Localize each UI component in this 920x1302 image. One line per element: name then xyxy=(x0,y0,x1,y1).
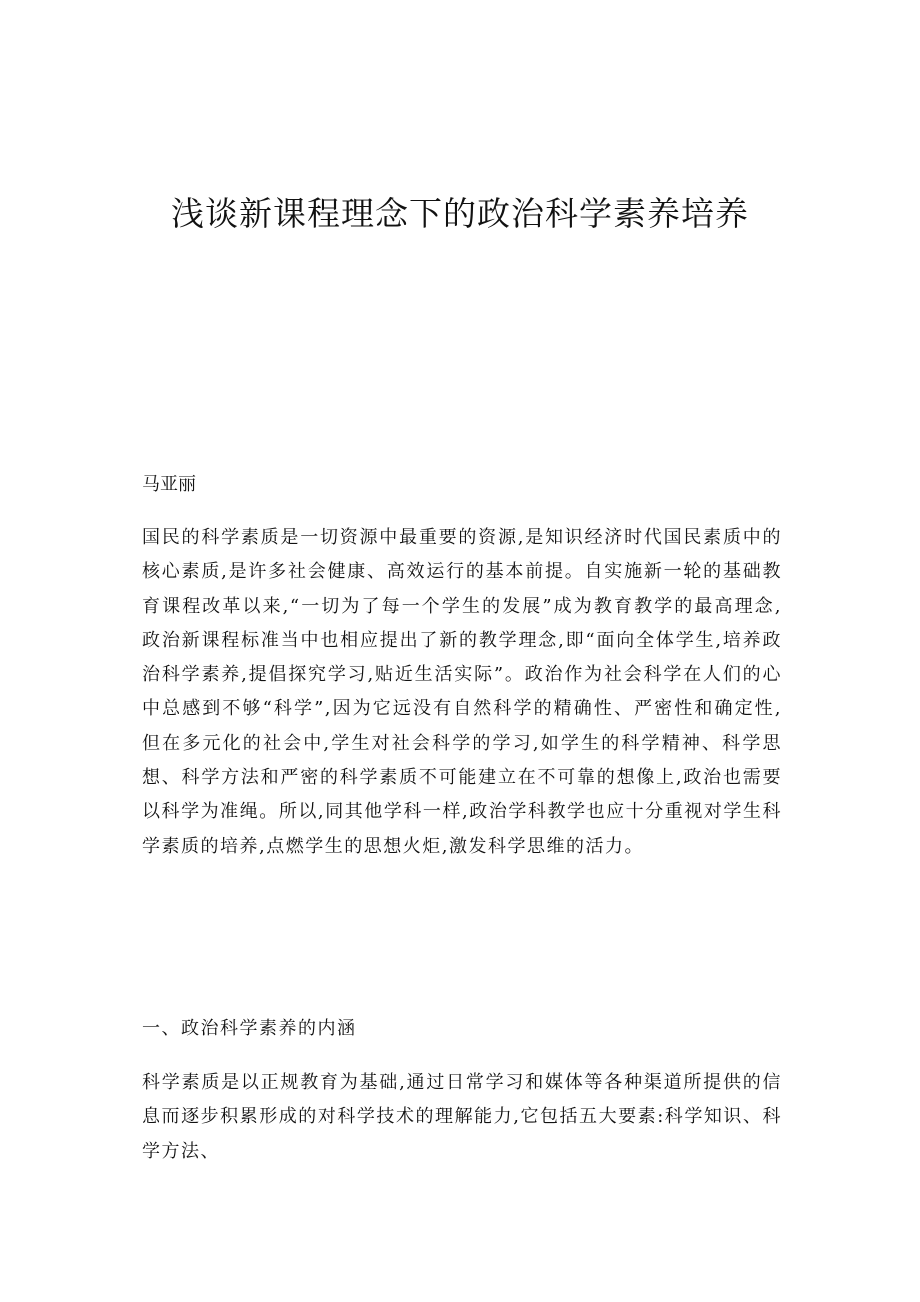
document-title: 浅谈新课程理念下的政治科学素养培养 xyxy=(171,194,749,233)
author-name: 马亚丽 xyxy=(142,474,196,495)
body-paragraph: 国民的科学素质是一切资源中最重要的资源,是知识经济时代国民素质中的核心素质,是许多社会健康、高效运行的基本前提。自实施新一轮的基础教育课程改革以来,“一切为了每一个学生的发展”成为教育教学的最高理念,政治新课程标准当中也相应提出了新的教学理念,即“面向全体学生,培养政治科学素养,提倡探究学习,贴近生活实际”。政治作为社会科学在人们的心中总感到不够“科学”,因为它远没有自然科学的精确性、严密性和确定性,但在多元化的社会中,学生对社会科学的学习,如学生的科学精神、科学思想、科学方法和严密的科学素质不可能建立在不可靠的想像上,政治也需要以科学为准绳。所以,同其他学科一样,政治学科教学也应十分重视对学生科学素质的培养,点燃学生的思想火炬,激发科学思维的活力。 xyxy=(142,527,782,857)
section-heading: 一、政治科学素养的内涵 xyxy=(142,1018,357,1039)
body-paragraph: 科学素质是以正规教育为基础,通过日常学习和媒体等各种渠道所提供的信息而逐步积累形成的对科学技术的理解能力,它包括五大要素:科学知识、科学方法、 xyxy=(142,1072,782,1162)
